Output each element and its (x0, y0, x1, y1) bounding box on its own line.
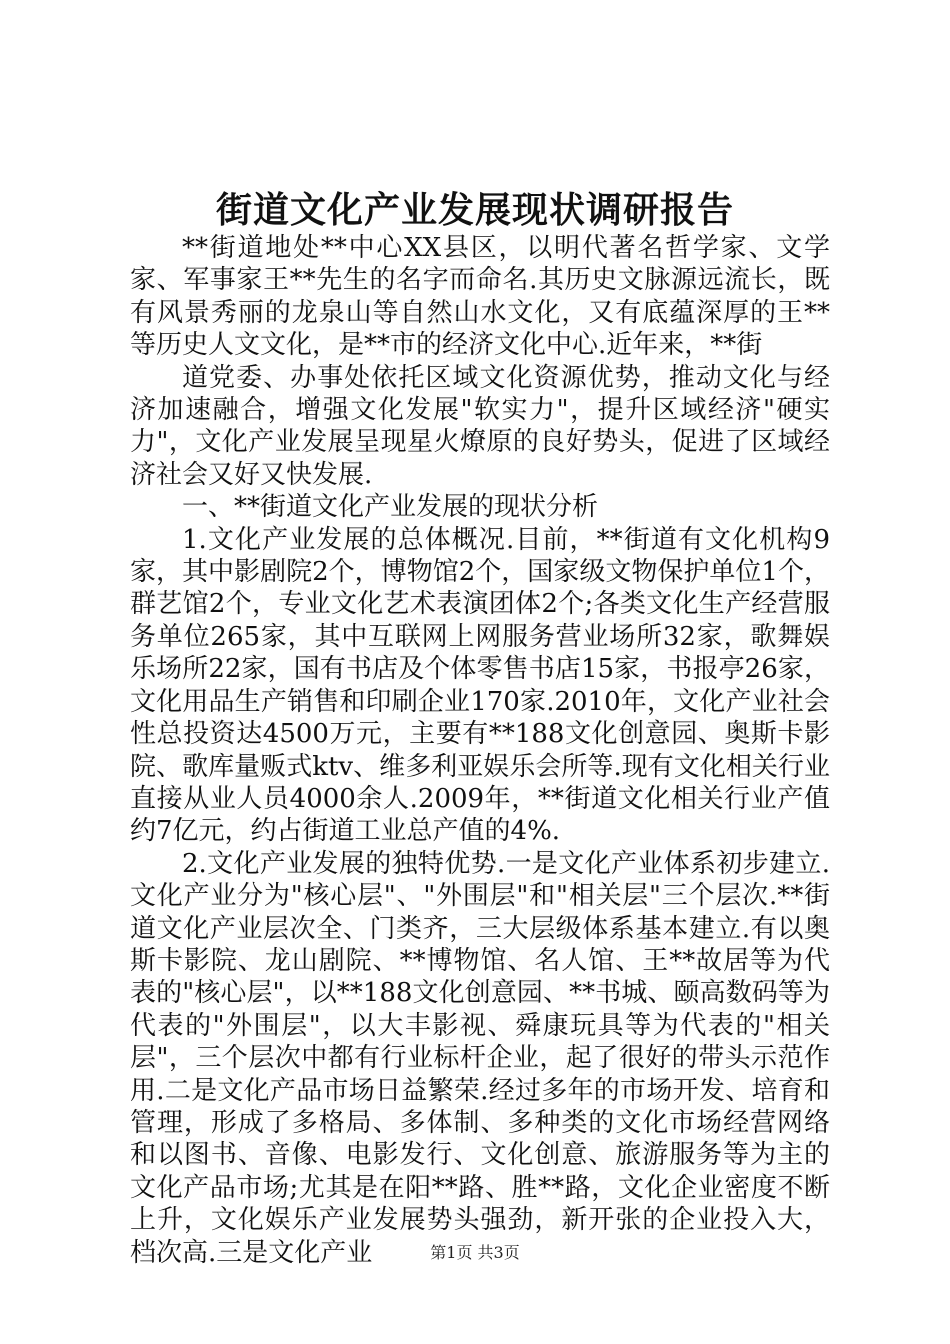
paragraph-intro-continued: 道党委、办事处依托区域文化资源优势，推动文化与经济加速融合，增强文化发展"软实力"，提升区域经济"硬实力"，文化产业发展呈现星火燎原的良好势头，促进了区域经济社会又好又快发展. (130, 362, 830, 490)
paragraph-advantages: 2.文化产业发展的独特优势.一是文化产业体系初步建立.文化产业分为"核心层"、"外围层"和"相关层"三个层次.**街道文化产业层次全、门类齐，三大层级体系基本建立.有以奥斯卡影院、龙山剧院、**博物馆、名人馆、王**故居等为代表的"核心层"，以**188文化创意园、**书城、颐高数码等为代表的"外围层"，以大丰影视、舜康玩具等为代表的"相关层"，三个层次中都有行业标杆企业，起了很好的带头示范作用.二是文化产品市场日益繁荣.经过多年的市场开发、培育和管理，形成了多格局、多体制、多种类的文化市场经营网络和以图书、音像、电影发行、文化创意、旅游服务等为主的文化产品市场;尤其是在阳**路、胜**路，文化企业密度不断上升，文化娱乐产业发展势头强劲，新开张的企业投入大，档次高.三是文化产业 (130, 848, 830, 1268)
paragraph-overview: 1.文化产业发展的总体概况.目前，**街道有文化机构9家，其中影剧院2个，博物馆2个，国家级文物保护单位1个，群艺馆2个，专业文化艺术表演团体2个;各类文化生产经营服务单位265家，其中互联网上网服务营业场所32家，歌舞娱乐场所22家，国有书店及个体零售书店15家，书报亭26家，文化用品生产销售和印刷企业170家.2010年，文化产业社会性总投资达4500万元，主要有**188文化创意园、奥斯卡影院、歌库量贩式ktv、维多利亚娱乐会所等.现有文化相关行业直接从业人员4000余人.2009年，**街道文化相关行业产值约7亿元，约占街道工业总产值的4%. (130, 524, 830, 847)
page-footer: 第1页 共3页 (430, 1243, 520, 1262)
document-title: 街道文化产业发展现状调研报告 (215, 189, 734, 231)
section-heading: 一、**街道文化产业发展的现状分析 (182, 492, 599, 523)
paragraph-intro: **街道地处**中心XX县区，以明代著名哲学家、文学家、军事家王**先生的名字而命名.其历史文脉源远流长，既有风景秀丽的龙泉山等自然山水文化，又有底蕴深厚的王**等历史人文文化，是**市的经济文化中心.近年来，**街 (130, 233, 830, 361)
document-body (130, 232, 830, 1269)
